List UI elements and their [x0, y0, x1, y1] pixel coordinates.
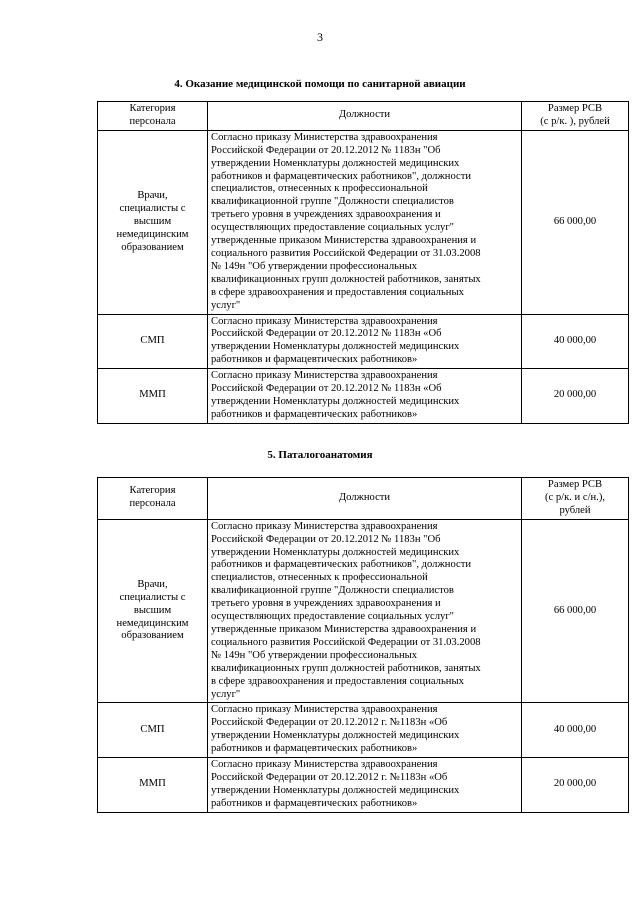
row-positions: Согласно приказу Министерства здравоохранения Российской Федерации от 20.12.2012 № 1183н «Об утверждении Номенклатуры должностей медицинских работников и фармацевтических работников»: [208, 369, 522, 424]
row-positions: Согласно приказу Министерства здравоохранения Российской Федерации от 20.12.2012 № 1183н "Об утверждении Номенклатуры должностей медицинских работников и фармацевтических работников", должности специалистов, отнесенных к профессиональной квалификационной группе "Должности специалистов третьего уровня в учреждениях здравоохранения и осуществляющих предоставление социальных услуг" утвержденные приказом Министерства здравоохранения и социального развития Российской Федерации от 31.03.2008 № 149н "Об утверждении профессиональных квалификационных групп должностей работников, занятых в сфере здравоохранения и предоставления социальных услуг": [208, 130, 522, 314]
row-size: 66 000,00: [522, 130, 629, 314]
row-positions: Согласно приказу Министерства здравоохранения Российской Федерации от 20.12.2012 г. №1183н «Об утверждении Номенклатуры должностей медицинских работников и фармацевтических работников»: [208, 758, 522, 813]
header-positions: Должности: [208, 478, 522, 520]
table-row: [98, 519, 629, 703]
row-size: 20 000,00: [522, 369, 629, 424]
row-size: 40 000,00: [522, 703, 629, 758]
row-positions: Согласно приказу Министерства здравоохранения Российской Федерации от 20.12.2012 г. №1183н «Об утверждении Номенклатуры должностей медицинских работников и фармацевтических работников»: [208, 703, 522, 758]
table-pathology: [97, 477, 629, 813]
row-size: 20 000,00: [522, 758, 629, 813]
section-title-pathology: 5. Паталогоанатомия: [267, 449, 373, 461]
header-category: Категория персонала: [98, 102, 208, 131]
table-row: [98, 758, 629, 813]
table-row: [98, 314, 629, 369]
row-positions: Согласно приказу Министерства здравоохранения Российской Федерации от 20.12.2012 № 1183н «Об утверждении Номенклатуры должностей медицинских работников и фармацевтических работников»: [208, 314, 522, 369]
row-size: 40 000,00: [522, 314, 629, 369]
table-row: [98, 130, 629, 314]
section-title-sanitary-aviation: 4. Оказание медицинской помощи по санитарной авиации: [174, 78, 466, 90]
row-category: СМП: [98, 314, 208, 369]
row-positions: Согласно приказу Министерства здравоохранения Российской Федерации от 20.12.2012 № 1183н "Об утверждении Номенклатуры должностей медицинских работников и фармацевтических работников", должности специалистов, отнесенных к профессиональной квалификационной группе "Должности специалистов третьего уровня в учреждениях здравоохранения и осуществляющих предоставление социальных услуг" утвержденные приказом Министерства здравоохранения и социального развития Российской Федерации от 31.03.2008 № 149н "Об утверждении профессиональных квалификационных групп должностей работников, занятых в сфере здравоохранения и предоставления социальных услуг": [208, 519, 522, 703]
row-category: СМП: [98, 703, 208, 758]
table-sanitary-aviation: [97, 101, 629, 424]
table-header-row: [98, 102, 629, 131]
table-row: [98, 703, 629, 758]
table-row: [98, 369, 629, 424]
row-category: Врачи, специалисты с высшим немедицинским образованием: [98, 519, 208, 703]
header-positions: Должности: [208, 102, 522, 131]
table-header-row: [98, 478, 629, 520]
header-size: Размер РСВ (с р/к. и с/н.), рублей: [522, 478, 629, 520]
row-category: ММП: [98, 369, 208, 424]
row-category: ММП: [98, 758, 208, 813]
page-number: 3: [317, 30, 323, 44]
row-category: Врачи, специалисты с высшим немедицинским образованием: [98, 130, 208, 314]
header-category: Категория персонала: [98, 478, 208, 520]
header-size: Размер РСВ (с р/к. ), рублей: [522, 102, 629, 131]
row-size: 66 000,00: [522, 519, 629, 703]
